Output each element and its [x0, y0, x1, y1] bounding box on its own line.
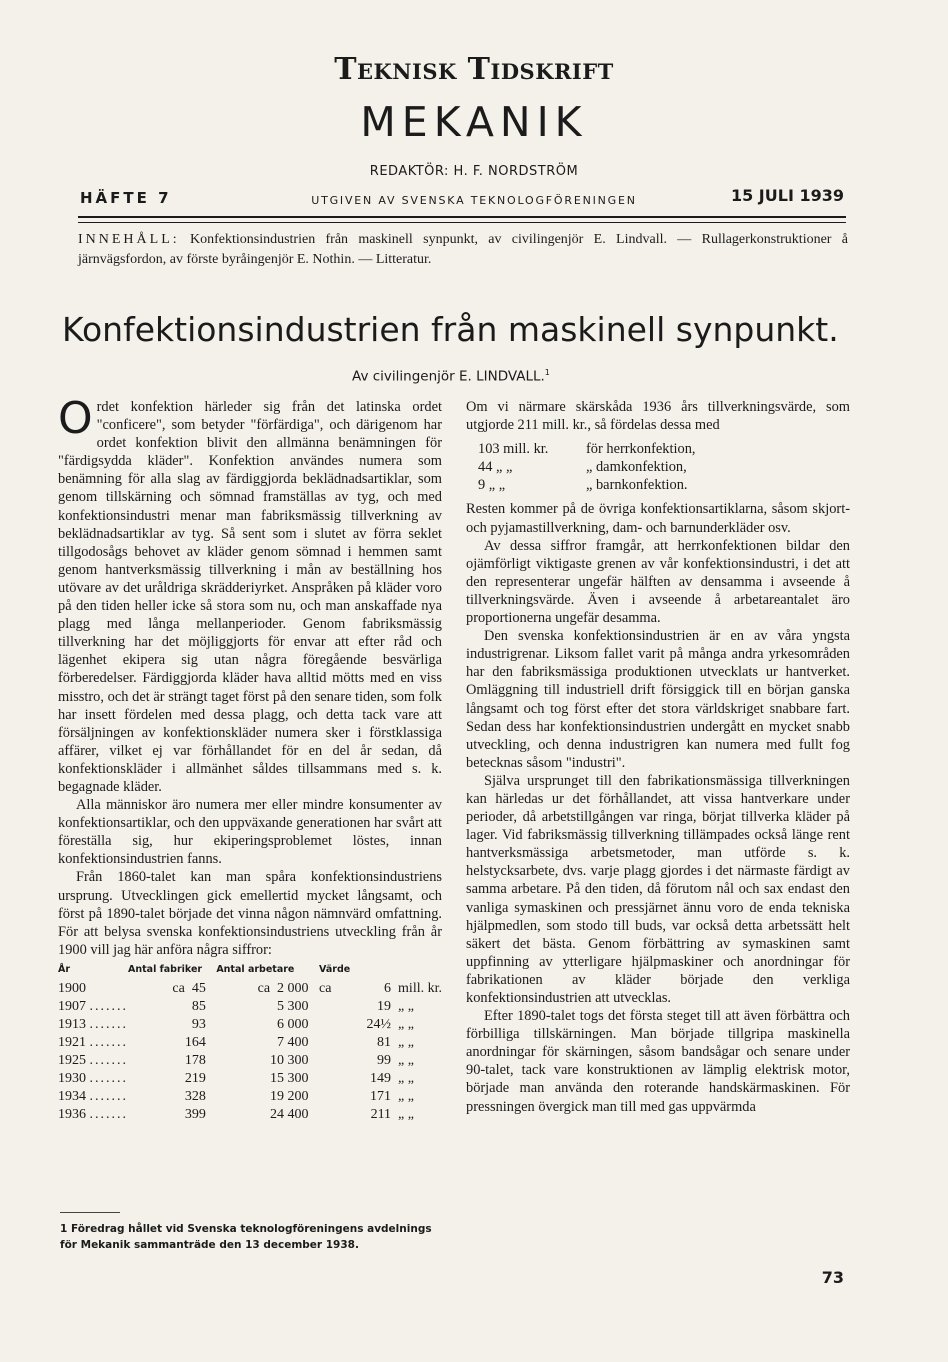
byline: [352, 368, 550, 385]
value-cell: 19 „ „: [377, 998, 414, 1014]
contents-text: Konfektionsindustrien från maskinell synpunkt, av civilingenjör E. Lindvall. — Rullagerkonstruktioner å järnvägsfordon, av förste byråingenjör E. Nothin. — Litteratur.: [78, 232, 848, 267]
table-row: [58, 1016, 442, 1034]
header-rule-thin: [78, 222, 846, 223]
year-cell: 1913 .......: [58, 1016, 128, 1032]
paragraph: Själva ursprunget till den fabrikationsmässiga tillverkningen kan härledas ur det förhållandet, att vissa hantverkare under perioder, då arbetstillgången var ringa, börjat tillverka kläder på lager. Vid fabriksmässig tillverkning tillämpades också länge rent hantverksmässiga arbetsmetoder, man utförde s. k. helstycksarbete, dvs. varje plagg gjordes i det närmaste färdigt av samma arbetare. På den tiden, då förutom nål och sax endast den vanliga symaskinen och pressjärnet ännu voro de enda tekniska hjälpmedlen, som stodo till buds, var också detta arbetssätt helt säkert det bästa. Genom förbättring av symaskinen samt uppfinning av ytterligare hjälpmaskiner och anordningar för fabrikationen av kläder började den verkliga konfektionsindustrien att utvecklas.: [466, 772, 850, 1006]
workers-cell: 24 400: [270, 1106, 309, 1122]
value-cell: ca 6 mill. kr.: [319, 980, 442, 996]
year-cell: 1907 .......: [58, 998, 128, 1014]
byline-text: Av civilingenjör E. LINDVALL.: [352, 368, 545, 385]
value-cell: 149 „ „: [370, 1070, 414, 1086]
production-item: 9 „ „ „ barnkonfektion.: [478, 477, 688, 494]
table-row: [58, 1088, 442, 1106]
value-cell: 81 „ „: [377, 1034, 414, 1050]
issue-date: 15 JULI 1939: [730, 186, 844, 205]
year-cell: 1930 .......: [58, 1070, 128, 1086]
factories-cell: ca 45: [172, 980, 206, 996]
table-header: Antal fabriker: [128, 963, 203, 975]
workers-cell: 19 200: [270, 1088, 309, 1104]
factories-cell: 164: [184, 1034, 206, 1050]
footnote-marker: 1: [544, 368, 550, 377]
table-header-row: [58, 961, 442, 980]
table-row: [58, 998, 442, 1016]
year-cell: 1936 .......: [58, 1106, 128, 1122]
table-header: Värde: [319, 963, 351, 975]
factories-cell: 178: [184, 1052, 206, 1068]
workers-cell: 6 000: [277, 1016, 309, 1032]
year-cell: 1934 .......: [58, 1088, 128, 1104]
workers-cell: 7 400: [277, 1034, 309, 1050]
journal-title: Teknisk Tidskrift: [334, 52, 614, 87]
statistics-table: [58, 961, 442, 1124]
workers-cell: 15 300: [270, 1070, 309, 1086]
left-column: [58, 393, 442, 1124]
contents-label: INNEHÅLL:: [78, 232, 180, 247]
table-body: [58, 980, 442, 1124]
table-row: [58, 1034, 442, 1052]
article-title: Konfektionsindustrien från maskinell synpunkt.: [62, 310, 839, 349]
workers-cell: ca 2 000: [257, 980, 309, 996]
production-item: 103 mill. kr. för herrkonfektion,: [478, 441, 696, 458]
value-cell: 99 „ „: [377, 1052, 414, 1068]
paragraph: Resten kommer på de övriga konfektionsartiklarna, såsom skjort- och pyjamastillverkning, dam- och barnunderkläder osv.: [466, 501, 850, 536]
production-list: [478, 440, 850, 494]
year-cell: 1900: [58, 980, 86, 996]
factories-cell: 399: [184, 1106, 206, 1122]
page-number: 73: [821, 1268, 844, 1287]
year-cell: 1921 .......: [58, 1034, 128, 1050]
table-row: [58, 1052, 442, 1070]
workers-cell: 5 300: [277, 998, 309, 1014]
workers-cell: 10 300: [270, 1052, 309, 1068]
factories-cell: 328: [184, 1088, 206, 1104]
drop-cap: O: [58, 393, 93, 444]
factories-cell: 85: [191, 998, 206, 1014]
factories-cell: 219: [184, 1070, 206, 1086]
table-row: [58, 1070, 442, 1088]
paragraph: Den svenska konfektionsindustrien är en av våra yngsta industrigrenar. Liksom fallet varit på många andra yrkesområden har den fabriksmässiga produktionen utvecklats ur hantverket. Omläggning till industriell drift försiggick till en början ganska långsamt och tog först efter det stora världskriget snabbare fart. Sedan dess har konfektionsindustrien undergått en mycket snabb utveckling, och denna industrigren kan numera med fullt fog betecknas såsom "industri".: [466, 628, 850, 771]
paragraph: [58, 393, 442, 796]
year-cell: 1925 .......: [58, 1052, 128, 1068]
table-row: [58, 980, 442, 998]
table-row: [58, 1106, 442, 1124]
paragraph: Efter 1890-talet togs det första steget till att även förbättra och förbilliga tillskärningen. Man började tillgripa maskinella anordningar för skärningen, såsom bandsågar och senare under 90-talet, tack vare konstruktionen av lämplig elektrisk motor, började man använda den roterande handskärmaskinen. För pressningen övergick man till med gas uppvärmda: [466, 1008, 850, 1115]
paragraph: Av dessa siffror framgår, att herrkonfektionen bildar den ojämförligt viktigaste grenen av vår konfektionsindustri, i det att den representerar ungefär hälften av densamma i avseende å tillverkningsvärde. Även i avseende å arbetareantalet äro proportionerna ungefär desamma.: [466, 537, 850, 627]
footnote: 1 Föredrag hållet vid Svenska teknologföreningens avdelnings för Mekanik sammanträde den 13 december 1938.: [60, 1223, 432, 1251]
paragraph: Från 1860-talet kan man spåra konfektionsindustriens ursprung. Utvecklingen gick emellertid mycket långsamt, och först på 1890-talet började det vinna någon nämnvärd omfattning. För att belysa svenska konfektionsindustriens utveckling från år 1900 vill jag här anföra några siffror:: [58, 869, 442, 958]
value-cell: 211 „ „: [370, 1106, 414, 1122]
section-title: MEKANIK: [360, 98, 588, 146]
publisher-line: UTGIVEN AV SVENSKA TEKNOLOGFÖRENINGEN: [311, 194, 637, 207]
production-item: 44 „ „ „ damkonfektion,: [478, 459, 687, 476]
paragraph-text: rdet konfektion härleder sig från det latinska ordet "conficere", som betyder "förfärdiga", och därigenom har ordet konfektion blivit den allmänna benämningen för "färdigsydda kläder". Konfektion användes numera som benämning för alla slag av färdiggjorda beklädnadsartiklar, som genom tillskärning och sömnad framställas av tyg, och med konfektionsindustri menar man fabriksmässig tillverkning av beklädnadsartiklar av tyg. Så sent som i slutet av förra seklet tillgodosågs behovet av kläder genom sömnad i hemmen samt genom hantverksmässig tillverkning i mån av beställning hos utövare av det uråldriga skrädderiyrket. Anspråken på kläder voro på den tiden heller icke så stora som nu, och man anskaffade nya plagg med långa mellanperioder. Genom fabriksmässig tillverkning har det möjliggjorts för envar att efter råd och lägenhet ekipera sig utan några föregående besvärliga förberedelser. Färdiggjorda kläder hava alltid mötts med en viss misstro, och det är strängt taget först på den senare tiden, som folk har insett fördelen med dessa plagg, och detta tack vare att försäljningen av konfektionskläder numera sker i förstklassiga affärer, vilket ej var förhållandet för en del år sedan, då konfektionskläder i allmänhet såldes tillsammans med s. k. begagnade kläder.: [58, 399, 442, 795]
value-cell: 24½ „ „: [366, 1016, 414, 1032]
footnote-rule: [60, 1212, 120, 1213]
factories-cell: 93: [191, 1016, 206, 1032]
table-of-contents: [78, 230, 848, 270]
issue-number: HÄFTE 7: [80, 189, 172, 207]
paragraph: Om vi närmare skärskåda 1936 års tillverkningsvärde, som utgjorde 211 mill. kr., så fördelas dessa med: [466, 399, 850, 434]
paragraph: Alla människor äro numera mer eller mindre konsumenter av konfektionsartiklar, och den uppväxande generationen har svårt att föreställa sig, hur ekiperingsproblemet löstes, innan konfektionsindustrien fanns.: [58, 797, 442, 868]
header-rule: [78, 216, 846, 218]
table-header: År: [58, 963, 71, 975]
editor-line: REDAKTÖR: H. F. NORDSTRÖM: [369, 164, 579, 179]
table-header: Antal arbetare: [216, 963, 295, 975]
right-column: [466, 398, 850, 1116]
value-cell: 171 „ „: [370, 1088, 414, 1104]
